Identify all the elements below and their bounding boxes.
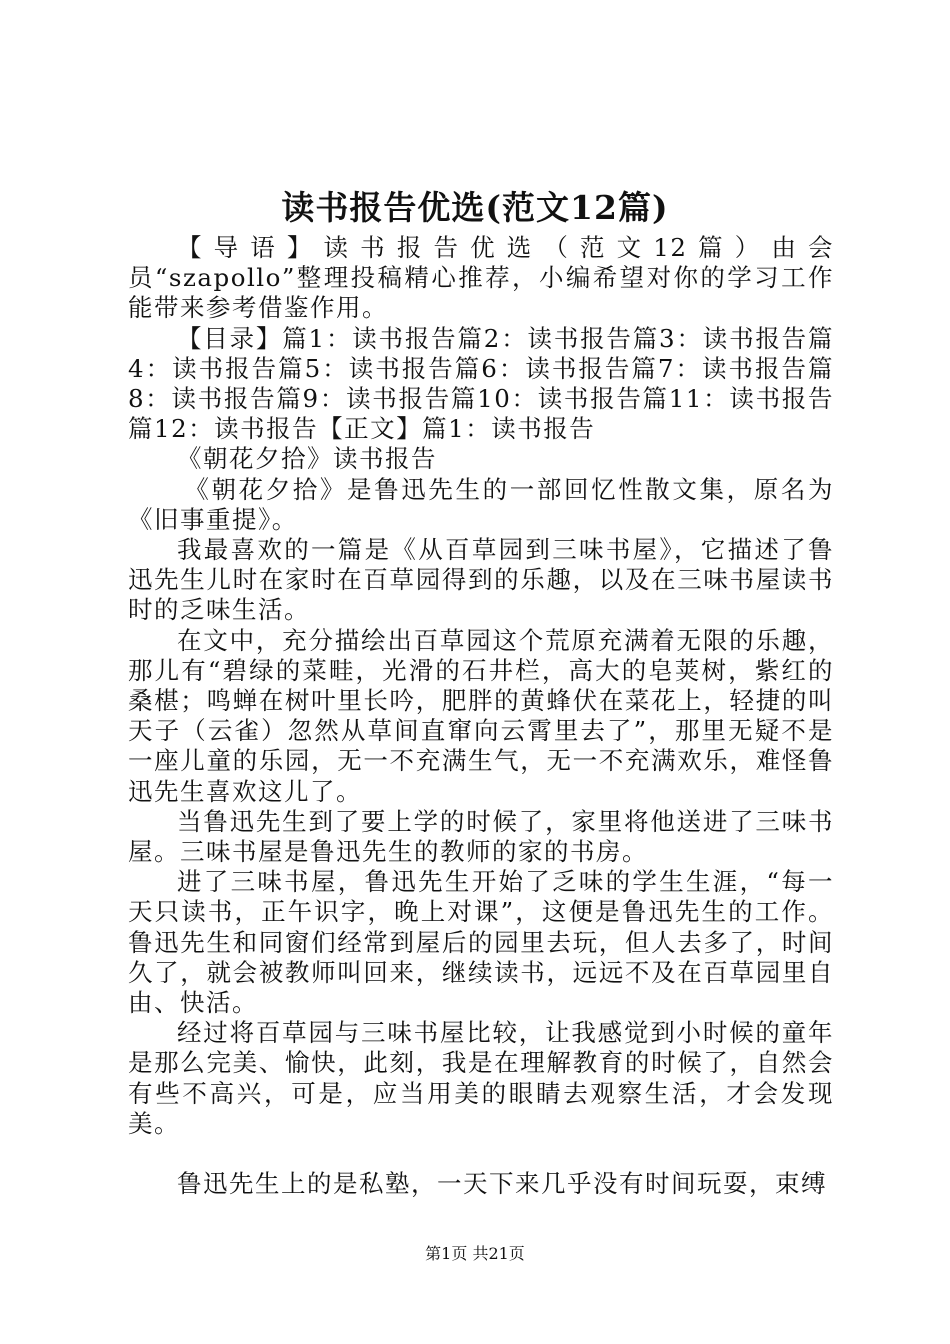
body-paragraph: 我最喜欢的一篇是《从百草园到三味书屋》，它描述了鲁迅先生儿时在家时在百草园得到的乐趣，以及在三味书屋读书时的乏味生活。 bbox=[128, 535, 834, 625]
section-heading: 《朝花夕拾》读书报告 bbox=[177, 444, 437, 474]
body-paragraph: 在文中，充分描绘出百草园这个荒原充满着无限的乐趣，那儿有“碧绿的菜畦，光滑的石井栏，高大的皂荚树，紫红的桑椹；鸣蝉在树叶里长吟，肥胖的黄蜂伏在菜花上，轻捷的叫天子（云雀）忽然从草间直窜向云霄里去了”，那里无疑不是一座儿童的乐园，无一不充满生气，无一不充满欢乐，难怪鲁迅先生喜欢这儿了。 bbox=[128, 625, 834, 806]
body-paragraph: 《朝花夕拾》是鲁迅先生的一部回忆性散文集，原名为《旧事重提》。 bbox=[128, 474, 834, 534]
body-paragraph: 鲁迅先生上的是私塾，一天下来几乎没有时间玩耍，束缚 bbox=[177, 1169, 827, 1199]
intro-paragraph: 【导语】读书报告优选（范文12篇）由会员“szapollo”整理投稿精心推荐，小编希望对你的学习工作能带来参考借鉴作用。 bbox=[128, 233, 834, 323]
body-paragraph: 当鲁迅先生到了要上学的时候了，家里将他送进了三味书屋。三味书屋是鲁迅先生的教师的家的书房。 bbox=[128, 806, 834, 867]
page-number: 第1页 共21页 bbox=[425, 1244, 525, 1263]
document-title: 读书报告优选(范文12篇) bbox=[281, 188, 669, 227]
toc-paragraph: 【目录】篇1：读书报告篇2：读书报告篇3：读书报告篇4：读书报告篇5：读书报告篇6：读书报告篇7：读书报告篇8：读书报告篇9：读书报告篇10：读书报告篇11：读书报告篇12：读书报告【正文】篇1：读书报告 bbox=[128, 323, 834, 444]
body-paragraph: 进了三味书屋，鲁迅先生开始了乏味的学生生涯，“每一天只读书，正午识字，晚上对课”，这便是鲁迅先生的工作。鲁迅先生和同窗们经常到屋后的园里去玩，但人去多了，时间久了，就会被教师叫回来，继续读书，远远不及在百草园里自由、快活。 bbox=[128, 867, 834, 1018]
body-paragraph: 经过将百草园与三味书屋比较，让我感觉到小时候的童年是那么完美、愉快，此刻，我是在理解教育的时候了，自然会有些不高兴，可是，应当用美的眼睛去观察生活，才会发现美。 bbox=[128, 1018, 834, 1138]
document-body bbox=[128, 233, 834, 1199]
